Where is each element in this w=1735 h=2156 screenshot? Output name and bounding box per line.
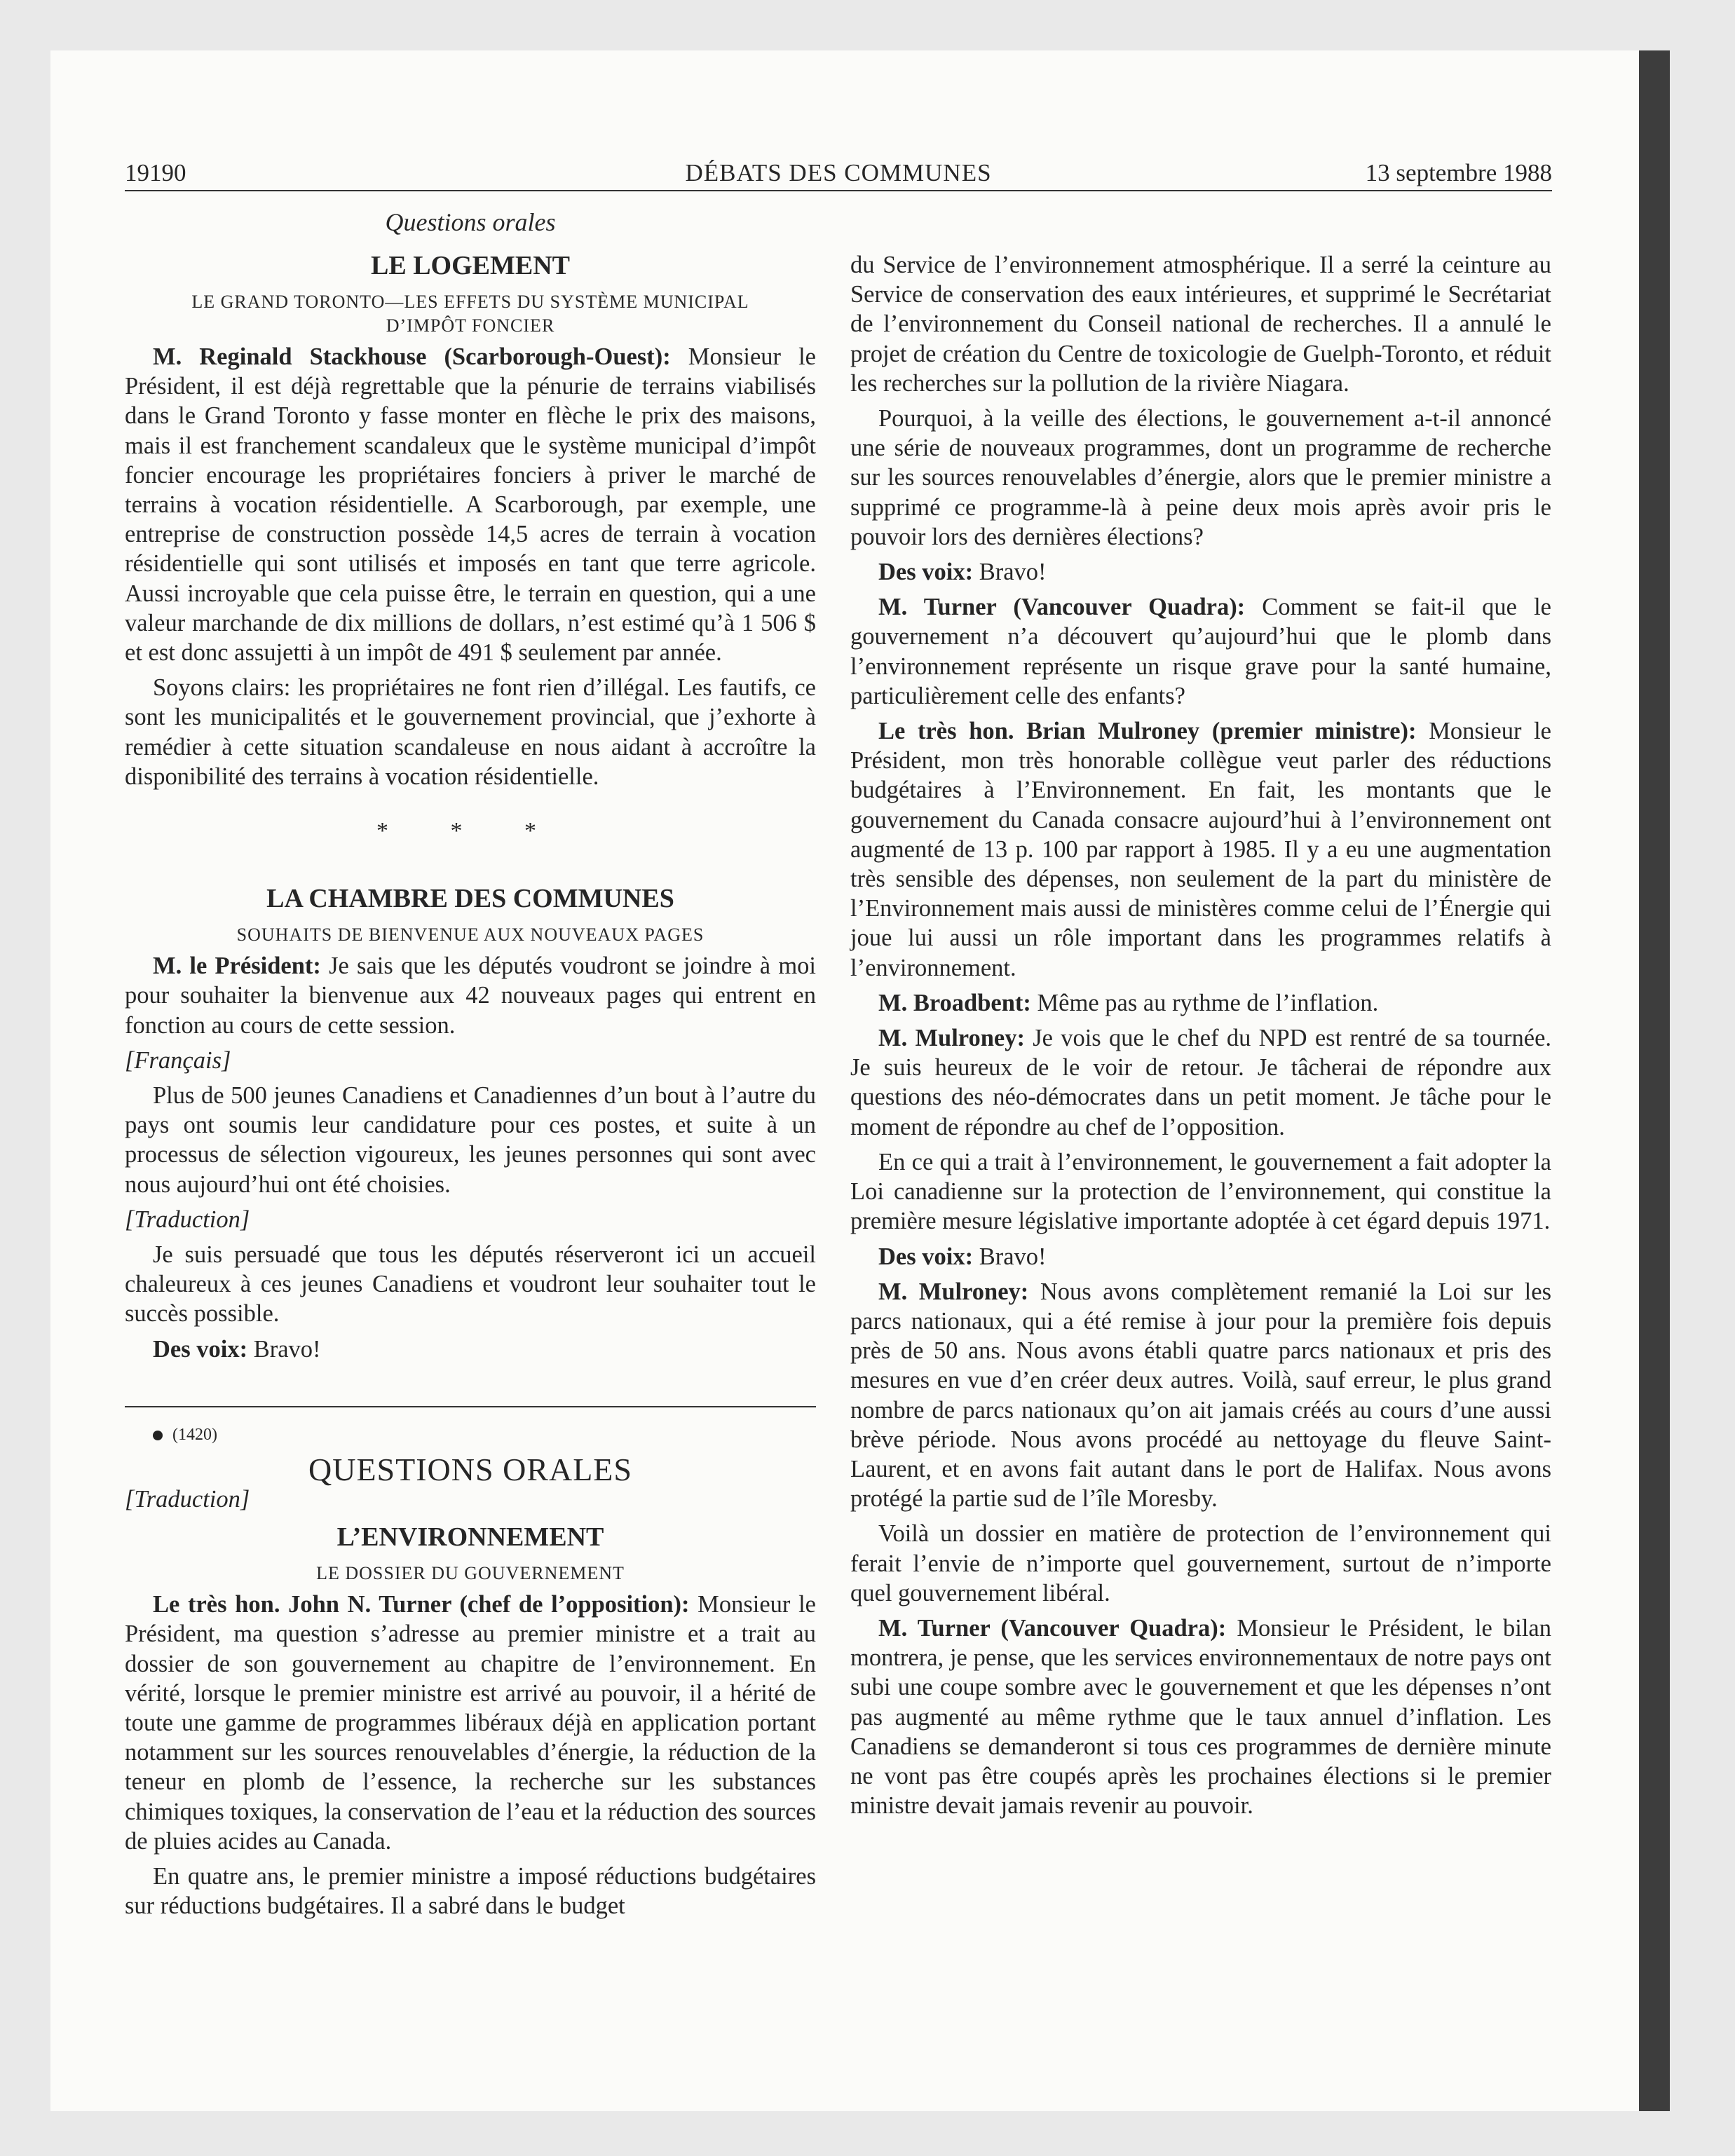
speaker-name: M. Mulroney:	[878, 1025, 1025, 1052]
paragraph: du Service de l’environnement atmosphérique. Il a serré la ceinture au Service de conservation des eaux intérieures, et supprimé le Secrétariat de l’environnement du Conseil national de recherches. Il a annulé le projet de création du Centre de toxicologie de Guelph-Toronto, et réduit les recherches sur la pollution de la rivière Niagara.	[850, 252, 1551, 397]
paragraph	[850, 1613, 1551, 1820]
speaker-name: M. Turner (Vancouver Quadra):	[878, 1614, 1227, 1642]
subheading-pages: SOUHAITS DE BIENVENUE AUX NOUVEAUX PAGES	[236, 925, 705, 946]
speaker-name: Des voix:	[878, 1243, 974, 1270]
paragraph: En quatre ans, le premier ministre a imposé réductions budgétaires sur réductions budgétaires. Il a sabré dans le budget	[125, 1862, 816, 1920]
paragraph	[850, 592, 1551, 711]
speaker-name: M. le Président:	[153, 953, 321, 980]
timestamp	[125, 1424, 816, 1445]
speech-text: Même pas au rythme de l’inflation.	[1030, 989, 1379, 1016]
paragraph	[125, 951, 816, 1040]
paragraph: Voilà un dossier en matière de protection de l’environnement qui ferait l’envie de n’importe quel gouvernement, surtout de n’importe quel gouvernement libéral.	[850, 1520, 1551, 1606]
speaker-name: Des voix:	[878, 559, 974, 586]
paragraph: En ce qui a trait à l’environnement, le gouvernement a fait adopter la Loi canadienne sur la protection de l’environnement, qui constitue la première mesure législative importante adoptée à cet égard depuis 1971.	[850, 1148, 1551, 1235]
speech-text: Je vois que le chef du NPD est rentré de sa tournée. Je suis heureux de le voir de retour. Je tâcherai de répondre aux questions des néo-démocrates dans un petit moment. Je tâche pour le moment de répondre au chef de l’opposition.	[850, 1025, 1552, 1140]
paragraph	[850, 1277, 1551, 1514]
heading-chambre: LA CHAMBRE DES COMMUNES	[266, 884, 674, 914]
paragraph: Pourquoi, à la veille des élections, le gouvernement a-t-il annoncé une série de nouveaux programmes, dont un programme de recherche sur les sources renouvelables d’énergie, alors que le premier ministre a supprimé ce programme-là à peine deux mois après avoir pris le pouvoir lors des dernières élections?	[850, 405, 1551, 550]
speaker-name: Des voix:	[153, 1335, 248, 1363]
paragraph	[850, 1242, 1551, 1271]
paragraph: Je suis persuadé que tous les députés réserveront ici un accueil chaleureux à ces jeunes Canadiens et voudront leur souhaiter tout le succès possible.	[125, 1241, 816, 1328]
page-number: 19190	[125, 159, 186, 186]
speech-text: Bravo!	[247, 1335, 321, 1363]
paragraph	[125, 1335, 816, 1364]
speech-text: Monsieur le Président, mon très honorable collègue veut parler des réductions budgétaires à l’Environnement. En fait, les montants que le gouvernement du Canada consacre aujourd’hui à l’environnement ont augmenté de 13 p. 100 par rapport à 1985. Il y a eu une augmentation très sensible des dépenses, non seulement de la part du ministère de l’Environnement mais aussi de ministères comme celui de l’Énergie qui joue lui aussi un rôle important dans les programmes relatifs à l’environnement.	[850, 718, 1551, 981]
paragraph	[850, 988, 1551, 1018]
paragraph: Plus de 500 jeunes Canadiens et Canadiennes d’un bout à l’autre du pays ont soumis leur candidature pour ces postes, et suite à un processus de sélection vigoureux, les jeunes personnes qui sont avec nous aujourd’hui ont été choisies.	[125, 1082, 816, 1198]
section-rule	[125, 1406, 816, 1407]
page-date: 13 septembre 1988	[1365, 159, 1552, 186]
subheading-dossier: LE DOSSIER DU GOUVERNEMENT	[316, 1563, 625, 1584]
heading-environnement: L’ENVIRONNEMENT	[336, 1522, 604, 1553]
speech-text: Monsieur le Président, le bilan montrera, je pense, que les services environnementaux de notre pays ont subi une coupe sombre avec le gouvernement et que les dépenses n’ont pas augmenté au même rythme que le taux annuel d’inflation. Les Canadiens se demanderont si tous ces programmes de dernière minute ne vont pas être coupés après les prochaines élections si le premier ministre devait jamais revenir au pouvoir.	[850, 1614, 1551, 1820]
publication-title: DÉBATS DES COMMUNES	[685, 159, 992, 186]
speech-text: Comment se fait-il que le gouvernement n’a découvert qu’aujourd’hui que le plomb dans l’environnement représente un risque grave pour la santé humaine, particulièrement celle des enfants?	[850, 594, 1551, 709]
language-tag: [Traduction]	[125, 1485, 250, 1513]
language-tag: [Français]	[125, 1046, 231, 1074]
speech-text: Bravo!	[973, 1243, 1047, 1270]
speech-text: Bravo!	[973, 559, 1047, 586]
heading-logement: LE LOGEMENT	[371, 251, 570, 280]
speaker-name: M. Broadbent:	[878, 989, 1031, 1016]
speaker-name: M. Turner (Vancouver Quadra):	[878, 594, 1246, 621]
speech-text: Je sais que les députés voudront se joindre à moi pour souhaiter la bienvenue aux 42 nouveaux pages qui entrent en fonction au cours de cette session.	[125, 953, 817, 1039]
scan-edge-bar	[1639, 50, 1670, 2111]
left-column	[125, 205, 816, 1926]
timestamp-text: (1420)	[172, 1425, 217, 1444]
language-tag: [Traduction]	[125, 1206, 250, 1233]
paragraph: Soyons clairs: les propriétaires ne font rien d’illégal. Les fautifs, ce sont les municipalités et le gouvernement provincial, que j’exhorte à remédier à cette situation scandaleuse en nous aidant à accroître la disponibilité des terrains à vocation résidentielle.	[125, 674, 816, 790]
subheading-grand-toronto: LE GRAND TORONTO—LES EFFETS DU SYSTÈME MUNICIPAL D’IMPÔT FONCIER	[191, 292, 749, 336]
speech-text: Nous avons complètement remanié la Loi sur les parcs nationaux, qui a été remise à jour pour la première fois depuis près de 50 ans. Nous avons établi quatre parcs nationaux et pris des mesures en vue d’en créer deux autres. Voilà, sauf erreur, le plus grand nombre de parcs nationaux qu’on ait jamais créés au cours d’une aussi brève période. Nous avons procédé au nettoyage du fleuve Saint-Laurent, et en avons fait autant dans le port de Halifax. Nous avons protégé la partie sud de l’île Moresby.	[850, 1278, 1552, 1513]
speaker-name: M. Reginald Stackhouse (Scarborough-Ouest):	[153, 343, 671, 370]
speaker-name: M. Mulroney:	[878, 1278, 1029, 1305]
section-label: Questions orales	[385, 208, 556, 236]
paragraph	[125, 1590, 816, 1856]
paragraph	[125, 342, 816, 667]
paragraph	[850, 1023, 1551, 1142]
paragraph	[850, 716, 1551, 983]
paragraph	[850, 557, 1551, 587]
right-column	[850, 250, 1551, 1826]
speech-text: Monsieur le Président, ma question s’adresse au premier ministre et a trait au dossier de son gouvernement au chapitre de l’environnement. En vérité, lorsque le premier ministre est arrivé au pouvoir, il a hérité de toute une gamme de programmes libéraux déjà en application portant notamment sur les sources renouvelables d’énergie, la réduction de la teneur en plomb de l’essence, la recherche sur les substances chimiques toxiques, la conservation de l’eau et la réduction des sources de pluies acides au Canada.	[125, 1591, 816, 1855]
page-header	[125, 159, 1552, 187]
speech-text: Monsieur le Président, il est déjà regrettable que la pénurie de terrains viabilisés dans le Grand Toronto y fasse monter en flèche le prix des maisons, mais il est franchement scandaleux que le système municipal d’impôt foncier encourage les propriétaires fonciers à priver le marché de terrains à vocation résidentielle. A Scarborough, par exemple, une entreprise de construction possède 14,5 acres de terrain à vocation résidentielle qui sont utilisés et imposés en tant que terre agricole. Aussi incroyable que cela puisse être, le terrain en question, qui a une valeur marchande de dix millions de dollars, n’est estimé qu’à 1 506 $ et est donc assujetti à un impôt de 491 $ seulement par année.	[125, 343, 816, 667]
bullet-icon	[153, 1431, 163, 1440]
speaker-name: Le très hon. John N. Turner (chef de l’opposition):	[153, 1591, 690, 1618]
speaker-name: Le très hon. Brian Mulroney (premier ministre):	[878, 718, 1417, 745]
section-separator: * * *	[376, 818, 564, 845]
heading-questions-orales: QUESTIONS ORALES	[308, 1451, 632, 1487]
header-rule	[125, 190, 1552, 191]
